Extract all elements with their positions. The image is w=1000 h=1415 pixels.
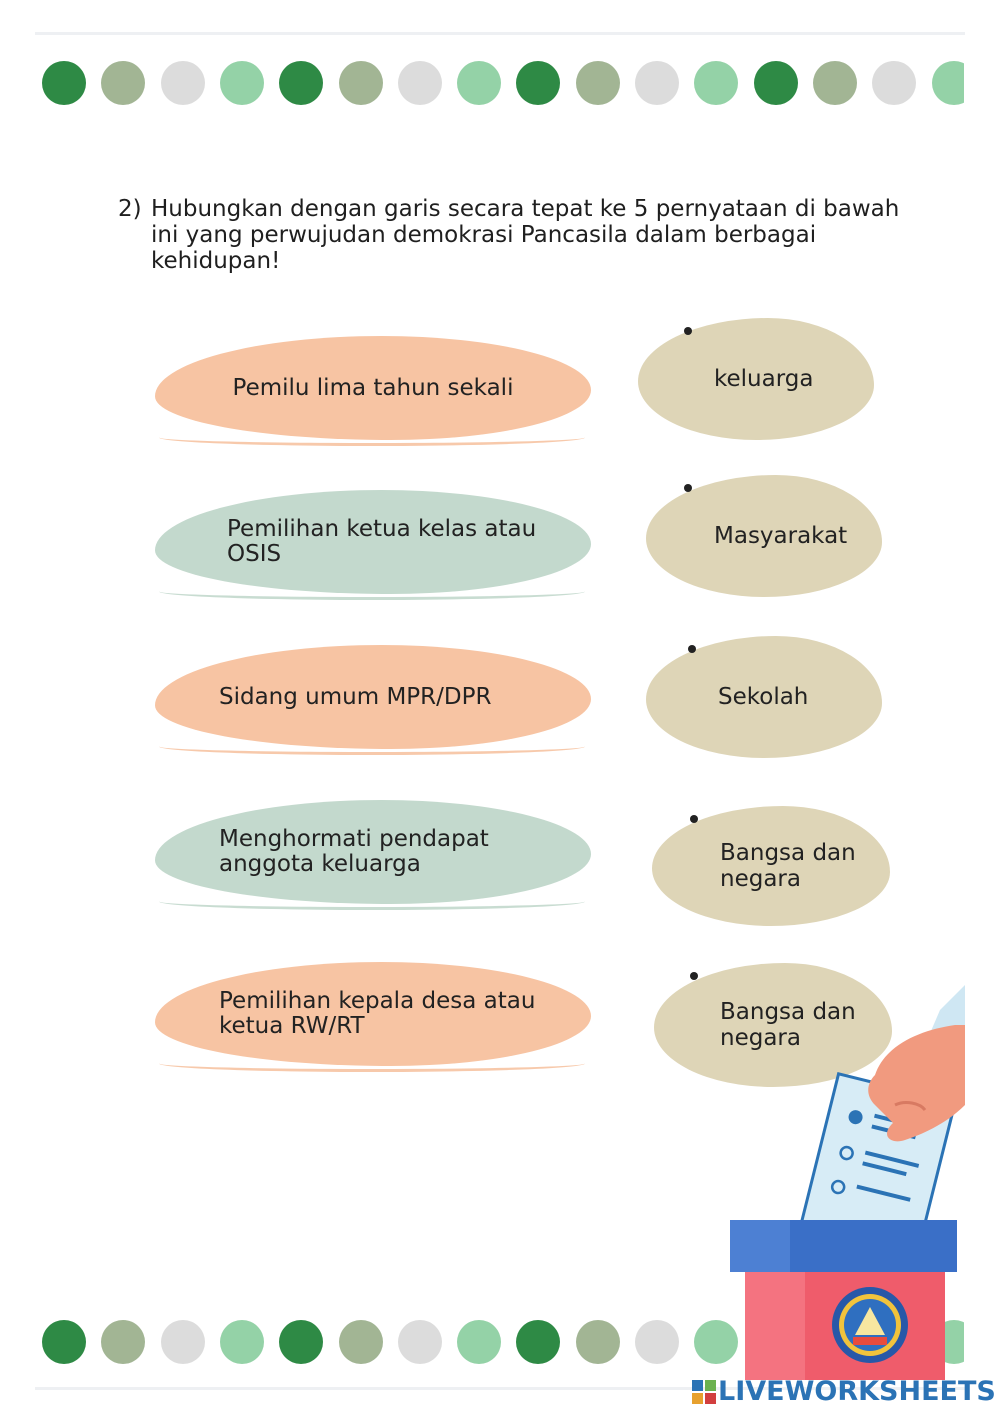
border-dot	[694, 61, 738, 105]
border-dot	[279, 1320, 323, 1364]
ballot-box-icon	[725, 985, 965, 1380]
statement-label: Sidang umum MPR/DPR	[219, 683, 492, 710]
answer-label: Sekolah	[718, 684, 809, 710]
statement-label: Pemilu lima tahun sekali	[232, 374, 514, 401]
border-dot	[279, 61, 323, 105]
answer-card-3[interactable]	[646, 636, 882, 758]
border-dot	[576, 61, 620, 105]
border-dot	[161, 61, 205, 105]
border-dot	[42, 61, 86, 105]
answer-card-2[interactable]	[646, 475, 882, 597]
border-dot	[457, 1320, 501, 1364]
border-dot	[754, 61, 798, 105]
liveworksheets-logo[interactable]	[692, 1376, 996, 1408]
answer-card-4[interactable]	[652, 806, 890, 926]
border-dot	[932, 61, 965, 105]
border-dot	[576, 1320, 620, 1364]
statement-card-4[interactable]	[155, 800, 591, 904]
answer-label: Bangsa dan negara	[720, 840, 856, 892]
top-divider	[35, 32, 965, 35]
border-dot	[101, 61, 145, 105]
statement-label: Menghormati pendapat anggota keluarga	[219, 826, 489, 877]
question-prompt	[118, 196, 908, 274]
answer-label: keluarga	[714, 366, 814, 392]
bullet-icon	[684, 327, 692, 335]
answer-label: Masyarakat	[714, 523, 848, 549]
border-dot	[516, 61, 560, 105]
statement-card-5[interactable]	[155, 962, 591, 1066]
answer-card-1[interactable]	[638, 318, 874, 440]
bullet-icon	[690, 815, 698, 823]
border-dot	[161, 1320, 205, 1364]
question-text: Hubungkan dengan garis secara tepat ke 5 pernyataan di bawah ini yang perwujudan demokrasi Pancasila dalam berbagai kehidupan!	[151, 196, 900, 274]
border-dot	[635, 61, 679, 105]
statement-card-1[interactable]	[155, 336, 591, 440]
liveworksheets-logo-icon	[692, 1380, 716, 1404]
border-dot	[872, 61, 916, 105]
statement-label: Pemilihan ketua kelas atau OSIS	[227, 516, 537, 567]
border-dot	[339, 61, 383, 105]
border-dot	[398, 61, 442, 105]
bullet-icon	[690, 972, 698, 980]
border-dot	[220, 61, 264, 105]
border-dot	[101, 1320, 145, 1364]
border-dot	[457, 61, 501, 105]
bullet-icon	[684, 484, 692, 492]
statement-card-2[interactable]	[155, 490, 591, 594]
border-dot	[339, 1320, 383, 1364]
border-dot	[220, 1320, 264, 1364]
top-dot-border	[42, 61, 964, 107]
logo-text: LIVEWORKSHEETS	[718, 1376, 996, 1407]
border-dot	[516, 1320, 560, 1364]
border-dot	[635, 1320, 679, 1364]
border-dot	[813, 61, 857, 105]
bullet-icon	[688, 645, 696, 653]
answer-label: Bangsa dan negara	[720, 999, 856, 1051]
statement-label: Pemilihan kepala desa atau ketua RW/RT	[219, 988, 536, 1039]
statement-card-3[interactable]	[155, 645, 591, 749]
border-dot	[42, 1320, 86, 1364]
border-dot	[398, 1320, 442, 1364]
question-number: 2)	[118, 196, 142, 222]
